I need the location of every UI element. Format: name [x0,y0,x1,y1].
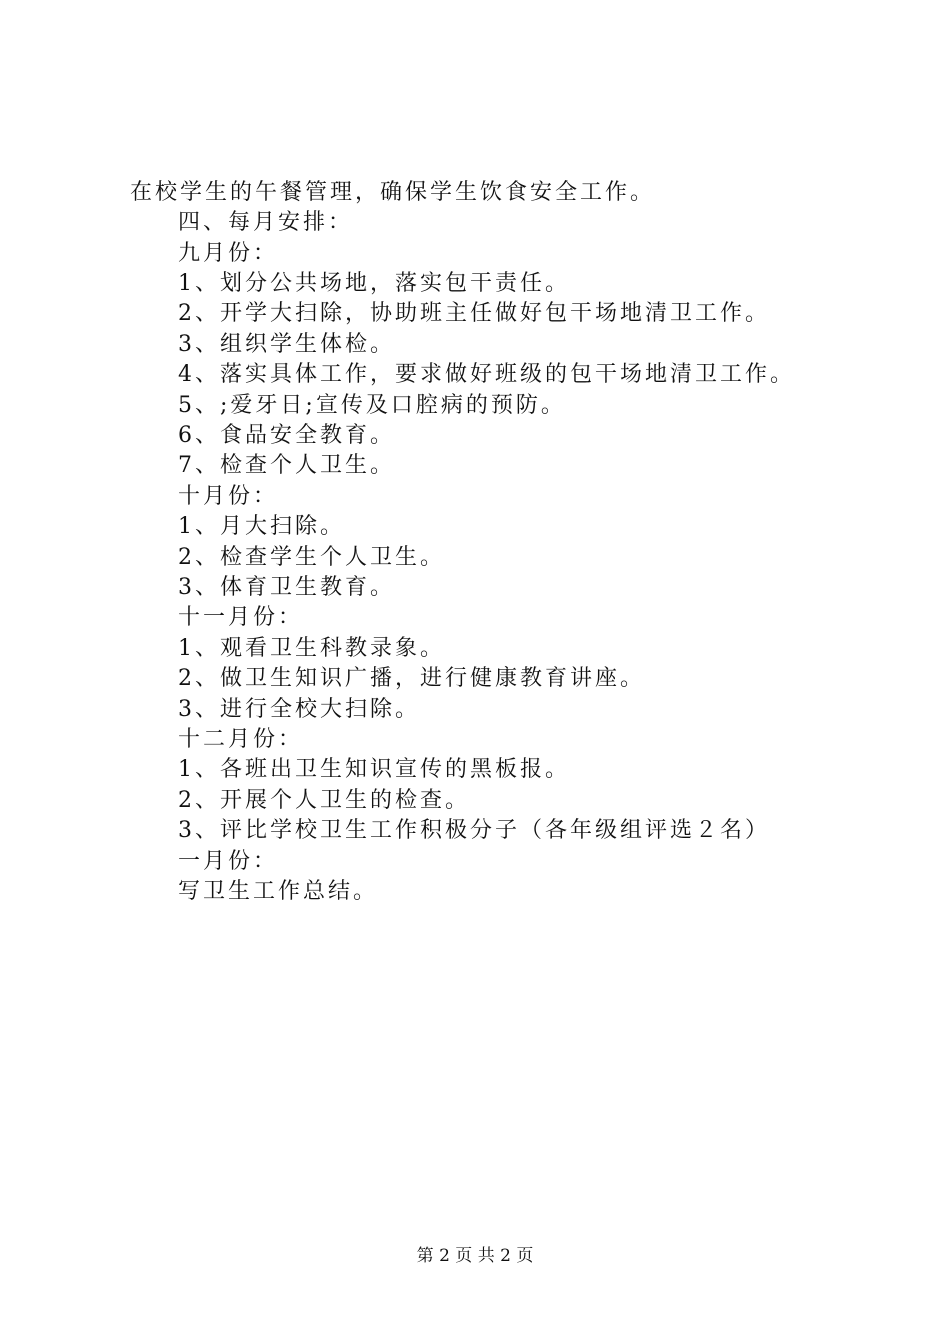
month-heading-september: 九月份： [178,241,279,266]
month-heading-december: 十二月份： [178,727,304,752]
section-heading-monthly-plan: 四、每月安排： [178,210,354,235]
paragraph-continuation: 在校学生的午餐管理，确保学生饮食安全工作。 [130,180,656,205]
list-item: 1、各班出卫生知识宣传的黑板报。 [178,757,570,782]
list-item: 2、检查学生个人卫生。 [178,545,445,570]
list-item: 3、进行全校大扫除。 [178,697,420,722]
list-item: 3、评比学校卫生工作积极分子（各年级组评选２名） [178,818,770,843]
list-item: 3、组织学生体检。 [178,332,395,357]
month-heading-january: 一月份： [178,849,279,874]
page-number-footer: 第 2 页 共 2 页 [416,1246,534,1266]
list-item: 2、开学大扫除，协助班主任做好包干场地清卫工作。 [178,301,770,326]
list-item: 1、划分公共场地，落实包干责任。 [178,271,570,296]
month-heading-november: 十一月份： [178,605,304,630]
list-item: 2、做卫生知识广播，进行健康教育讲座。 [178,666,645,691]
list-item: 1、观看卫生科教录象。 [178,636,445,661]
list-item: 1、月大扫除。 [178,514,345,539]
list-item: 7、检查个人卫生。 [178,453,395,478]
list-item: 写卫生工作总结。 [178,879,379,904]
list-item: 2、开展个人卫生的检查。 [178,788,470,813]
month-heading-october: 十月份： [178,484,279,509]
list-item: 6、食品安全教育。 [178,423,395,448]
list-item: 5、;爱牙日;宣传及口腔病的预防。 [178,393,566,418]
list-item: 3、体育卫生教育。 [178,575,395,600]
list-item: 4、落实具体工作，要求做好班级的包干场地清卫工作。 [178,362,795,387]
